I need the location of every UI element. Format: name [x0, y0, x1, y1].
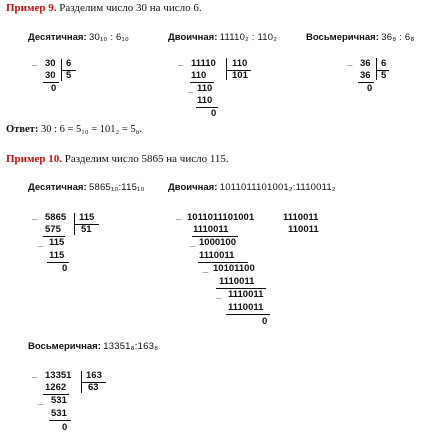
division-bar	[376, 58, 377, 80]
quotient: 5	[381, 70, 387, 81]
partial-dividend: 1000100	[199, 237, 236, 248]
dividend: 11110	[191, 58, 216, 69]
ex10-binary-header	[168, 182, 336, 193]
partial-dividend: 10101100	[213, 263, 255, 274]
quotient: 63	[88, 382, 99, 393]
ex10-binary-expr: 1011011101001₂:1110011₂	[219, 182, 336, 193]
subtrahend: 531	[51, 408, 67, 419]
ex9-answer	[6, 124, 142, 135]
divisor: 163	[86, 370, 102, 381]
subtrahend: 1110011	[219, 276, 255, 287]
divisor: 6	[66, 58, 72, 69]
dividend: 13351	[45, 370, 72, 381]
minus-sign: _	[32, 369, 38, 380]
ex10-octal-expr: 13351₈:163₈	[103, 341, 159, 352]
example-10-title	[6, 153, 229, 165]
minus-sign: _	[38, 238, 44, 249]
answer-label: Ответ:	[6, 124, 39, 135]
divisor: 115	[79, 212, 95, 223]
division-bar	[226, 58, 227, 80]
ex9-octal-header	[306, 32, 415, 43]
ex9-decimal-label: Десятичная:	[28, 32, 87, 43]
answer-expression: 30 : 6 = 5₁₀ = 101₂ = 5₈.	[40, 124, 142, 135]
remainder: 0	[262, 316, 268, 327]
remainder: 0	[62, 263, 68, 274]
ex10-decimal-label: Десятичная:	[28, 182, 87, 193]
partial-dividend: 531	[51, 395, 67, 406]
dividend: 1011011101001	[187, 212, 255, 223]
minus-sign: _	[347, 57, 353, 68]
minus-sign: _	[188, 84, 194, 95]
minus-sign: _	[203, 264, 209, 275]
ex9-decimal-expr: 30₁₀ : 6₁₀	[88, 32, 130, 43]
ex10-octal-header	[28, 341, 158, 352]
subtrahend: 575	[45, 224, 61, 235]
ex9-octal-expr: 36₈ : 6₈	[381, 32, 415, 43]
dividend: 5865	[45, 212, 67, 223]
ex9-binary-expr: 11110₂ : 110₂	[219, 32, 278, 43]
example-9-number: Пример 9.	[6, 2, 57, 14]
remainder: 0	[51, 83, 57, 94]
subtrahend: 1110011	[193, 224, 229, 235]
ex9-binary-label: Двоичная:	[168, 32, 218, 43]
ex9-binary-header	[168, 32, 277, 43]
divisor: 1110011	[283, 212, 319, 223]
minus-sign: _	[38, 396, 44, 407]
ex10-binary-label: Двоичная:	[168, 182, 218, 193]
partial-dividend: 110	[197, 83, 213, 94]
minus-sign: _	[32, 211, 38, 222]
subtrahend: 1110011	[199, 250, 235, 261]
minus-sign: _	[176, 211, 182, 222]
partial-dividend: 1110011	[228, 289, 264, 300]
minus-sign: _	[32, 57, 38, 68]
ex9-decimal-header	[28, 32, 129, 43]
subtrahend: 36	[360, 70, 371, 81]
minus-sign: _	[190, 238, 196, 249]
quotient: 51	[81, 224, 92, 235]
subtrahend: 30	[45, 70, 56, 81]
dividend: 30	[45, 58, 56, 69]
minus-sign: _	[216, 290, 222, 301]
divisor: 110	[232, 58, 248, 69]
ex10-octal-label: Восьмеричная:	[28, 341, 101, 352]
quotient: 110011	[288, 224, 319, 235]
ex10-decimal-expr: 5865₁₀:115₁₀	[88, 182, 145, 193]
minus-sign: _	[178, 57, 184, 68]
example-10-number: Пример 10.	[6, 153, 63, 165]
ex10-decimal-header	[28, 182, 145, 193]
subtraction-line	[49, 420, 71, 421]
partial-dividend: 115	[49, 237, 65, 248]
subtrahend: 110	[191, 70, 207, 81]
remainder: 0	[367, 83, 373, 94]
quotient: 101	[232, 70, 248, 81]
ex9-octal-label: Восьмеричная:	[306, 32, 379, 43]
subtrahend: 1262	[45, 382, 67, 393]
divisor: 6	[381, 58, 387, 69]
subtrahend: 110	[197, 95, 213, 106]
subtraction-line	[226, 314, 270, 315]
example-9-title	[6, 2, 202, 14]
example-9-text: Разделим число 30 на число 6.	[59, 2, 202, 14]
remainder: 0	[211, 108, 217, 119]
example-10-text: Разделим число 5865 на число 115.	[64, 153, 229, 165]
subtrahend: 1110011	[228, 302, 264, 313]
remainder: 0	[62, 422, 68, 433]
quotient: 5	[66, 70, 72, 81]
dividend: 36	[360, 58, 371, 69]
subtrahend: 115	[49, 250, 65, 261]
